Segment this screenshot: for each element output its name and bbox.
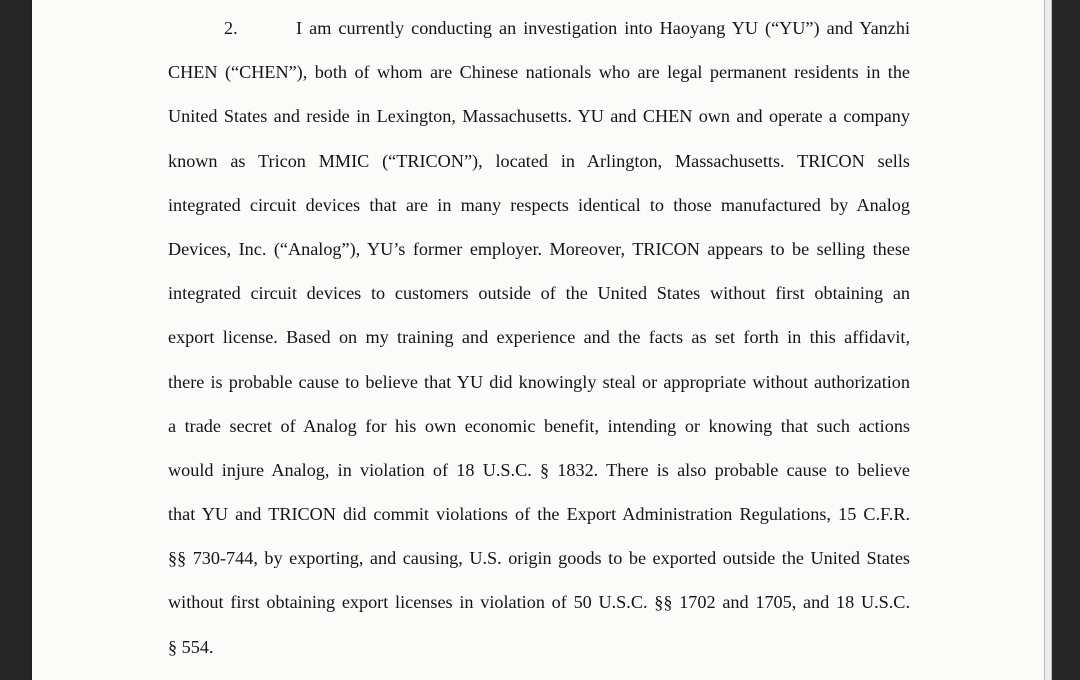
paragraph-number: 2. [224, 18, 238, 38]
page-edge [1044, 0, 1052, 680]
affidavit-paragraph [168, 10, 910, 673]
paragraph-line-11: would injure Analog, in violation of 18 U.S.C. § 1832. There is also probable cause to believe [168, 459, 910, 480]
paragraph-line-13: §§ 730-744, by exporting, and causing, U.S. origin goods to be exported outside the United States [168, 548, 910, 569]
paragraph-line-2: CHEN (“CHEN”), both of whom are Chinese nationals who are legal permanent residents in the [168, 62, 910, 83]
paragraph-line-4: known as Tricon MMIC (“TRICON”), located in Arlington, Massachusetts. TRICON sells [168, 150, 910, 171]
paragraph-line-7: integrated circuit devices to customers outside of the United States without first obtaining an [168, 283, 910, 304]
paragraph-line-10: a trade secret of Analog for his own economic benefit, intending or knowing that such actions [168, 415, 910, 436]
paragraph-line-3: United States and reside in Lexington, Massachusetts. YU and CHEN own and operate a company [168, 106, 910, 127]
paragraph-line-15: § 554. [168, 636, 214, 657]
paragraph-line-1: I am currently conducting an investigation into Haoyang YU (“YU”) and Yanzhi [296, 18, 910, 38]
paragraph-line-14: without first obtaining export licenses in violation of 50 U.S.C. §§ 1702 and 1705, and 18 U.S.C. [168, 592, 910, 613]
paragraph-line-12: that YU and TRICON did commit violations of the Export Administration Regulations, 15 C.F.R. [168, 504, 910, 525]
document-page [32, 0, 1044, 680]
paragraph-first-line [168, 10, 910, 54]
paragraph-line-6: Devices, Inc. (“Analog”), YU’s former employer. Moreover, TRICON appears to be selling these [168, 238, 910, 259]
paragraph-line-5: integrated circuit devices that are in many respects identical to those manufactured by Analog [168, 194, 910, 215]
paragraph-line-8: export license. Based on my training and experience and the facts as set forth in this affidavit, [168, 327, 910, 348]
paragraph-line-9: there is probable cause to believe that YU did knowingly steal or appropriate without authorization [168, 371, 910, 392]
